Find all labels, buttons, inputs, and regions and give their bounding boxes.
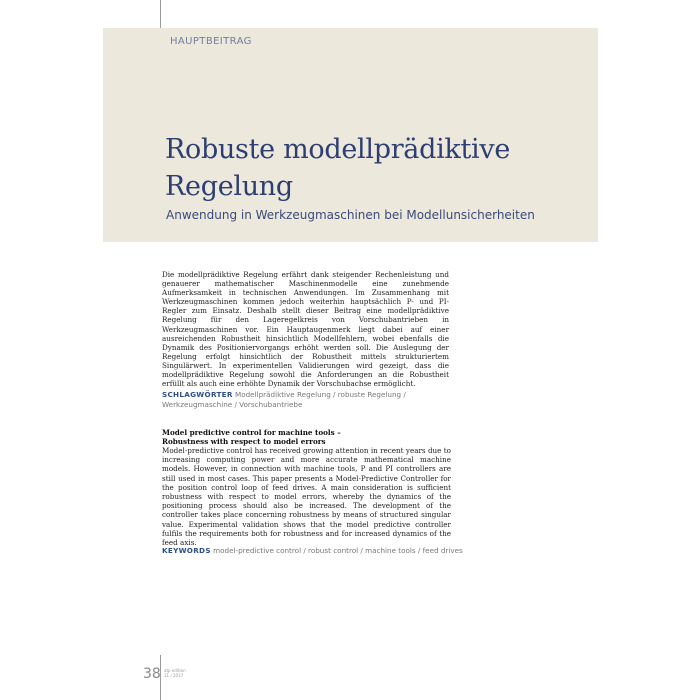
keywords-english-text: model-predictive control / robust control / machine tools / feed drives [213, 546, 463, 555]
keywords-german-label: SCHLAGWÖRTER [162, 390, 233, 399]
keywords-english [162, 546, 462, 556]
keywords-german-text: Modellprädiktive Regelung / robuste Regelung / Werkzeugmaschine / Vorschubantriebe [162, 390, 406, 409]
abstract-english: Model-predictive control has received growing attention in recent years due to increasing computing power and more accurate mathematical machine models. However, in connection with machine tools, P and PI controllers are still used in most cases. This paper presents a Model-Predictive Controller for the position control loop of feed drives. A main consideration is sufficient robustness with respect to model errors, whereby the dynamics of the positioning process should also be increased. The development of the controller takes place concerning robustness by means of structured singular value. Experimental validation shows that the model predictive controller fulfils the requirements both for robustness and for increased dynamics of the feed axis. [162, 446, 451, 548]
english-title-line-2: Robustness with respect to model errors [162, 437, 326, 446]
abstract-german: Die modellprädiktive Regelung erfährt dank steigender Rechenleistung und genauerer mathematischer Maschinenmodelle eine zunehmende Aufmerksamkeit in technischen Anwendungen. Im Zusammenhang mit Werkzeugmaschinen kommen jedoch weiterhin hauptsächlich P- und PI-Regler zum Einsatz. Deshalb stellt dieser Beitrag eine modellprädiktive Regelung für den Lageregelkreis von Vorschubantrieben in Werkzeugmaschinen vor. Ein Hauptaugenmerk liegt dabei auf einer ausreichenden Robustheit hinsichtlich Modellfehlern, wobei ebenfalls die Dynamik des Positioniervorgangs erhöht werden soll. Die Auslegung der Regelung erfolgt hinsichtlich der Robustheit mittels strukturiertem Singulärwert. In experimentellen Validierungen wird gezeigt, dass die modellprädiktive Regelung sowohl die Anforderungen an die Robustheit erfüllt als auch eine erhöhte Dynamik der Vorschubachse ermöglicht. [162, 270, 449, 389]
journal-name: atp edition [164, 668, 186, 673]
keywords-english-label: KEYWORDS [162, 546, 211, 555]
article-title: Robuste modellprädiktive Regelung [165, 134, 510, 202]
section-label: HAUPTBEITRAG [170, 36, 252, 47]
english-title [162, 428, 452, 446]
journal-issue: 11 / 2017 [164, 673, 184, 678]
page-number: 38 [143, 666, 161, 682]
article-subtitle: Anwendung in Werkzeugmaschinen bei Modellunsicherheiten [166, 208, 535, 222]
journal-info [164, 668, 186, 678]
english-title-line-1: Model predictive control for machine tools – [162, 428, 341, 437]
keywords-german [162, 390, 452, 410]
